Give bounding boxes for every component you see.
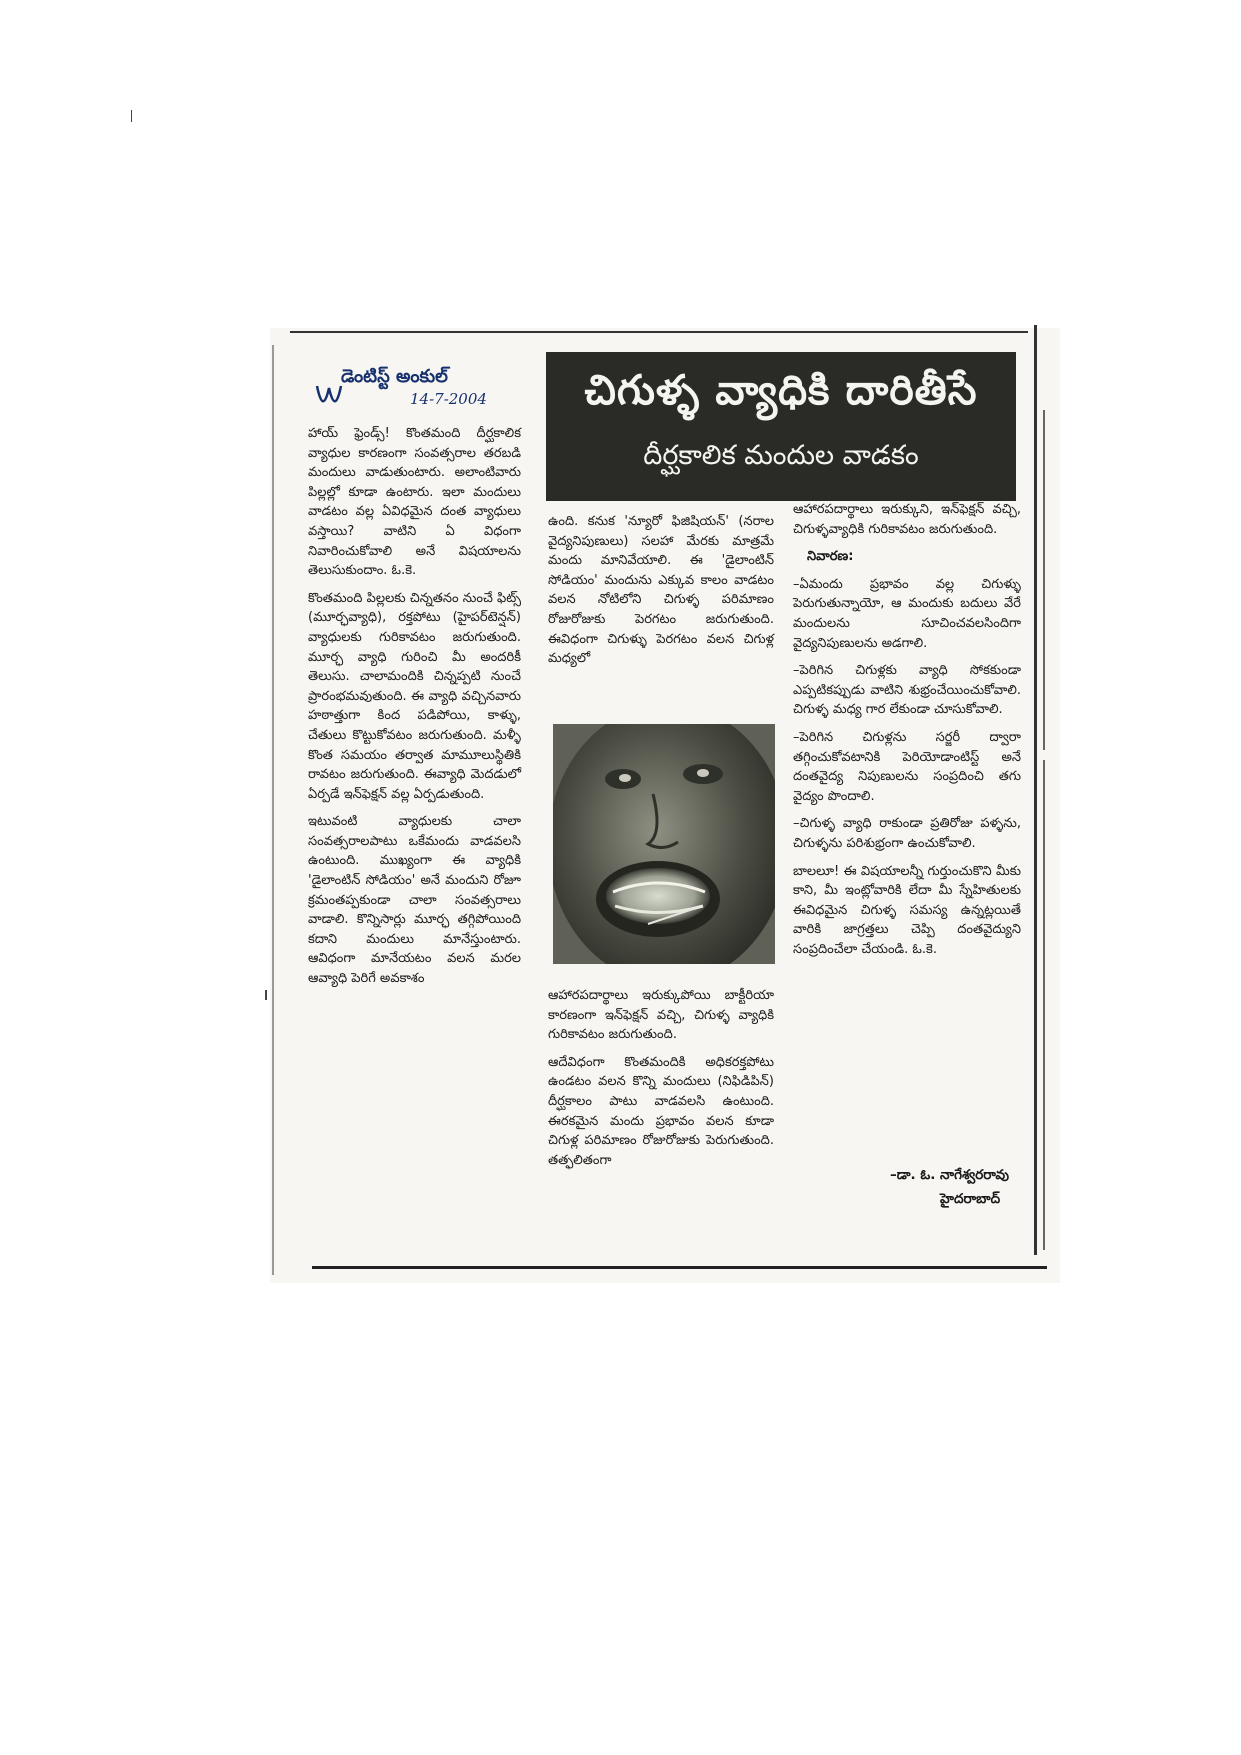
top-rule bbox=[290, 331, 1028, 333]
scan-mark bbox=[131, 110, 132, 122]
clipping-edge-left bbox=[272, 345, 274, 1275]
clipping-edge-right-inner bbox=[1043, 410, 1045, 750]
handwritten-header bbox=[315, 366, 545, 426]
dental-photo bbox=[553, 724, 775, 964]
paragraph: –ఏమందు ప్రభావం వల్ల చిగుళ్ళు పెరుగుతున్నాయో, ఆ మందుకు బదులు వేరే మందులను సూచించవలసిందిగా వైద్యనిపుణులను అడగాలి. bbox=[793, 576, 1021, 651]
author-name: –డా. ఓ. నాగేశ్వరరావు bbox=[890, 1167, 1009, 1183]
paragraph: బాలలూ! ఈ విషయాలన్నీ గుర్తుంచుకొని మీకు కాని, మీ ఇంట్లోవారికి లేదా మీ స్నేహితులకు ఈవిధమైన చిగుళ్ళ సమస్య ఉన్నట్లయితే వారికి జాగ్రత్తలు చెప్పి దంతవైద్యుని సంప్రదించేలా చేయండి. ఓ.కె. bbox=[793, 863, 1021, 957]
paragraph: కొంతమంది పిల్లలకు చిన్నతనం నుంచే ఫిట్స్ (మూర్ఛవ్యాధి), రక్తపోటు (హైపర్‌టెన్షన్) వ్యాధులకు గురికావటం జరుగుతుంది. మూర్ఛ వ్యాధి గురించి మీ అందరికీ తెలుసు. చాలామందికి చిన్నప్పటి నుంచే ప్రారంభమవుతుంది. ఈ వ్యాధి వచ్చినవారు హఠాత్తుగా కింద పడిపోయి, కాళ్ళు, చేతులు కొట్టుకోవటం జరుగుతుంది. మళ్ళీ కొంత సమయం తర్వాత మామూలుస్థితికి రావటం జరుగుతుంది. ఈవ్యాధి మెదడులో ఏర్పడే ఇన్‌ఫెక్షన్ వల్ల ఏర్పడుతుంది. bbox=[308, 590, 521, 802]
article-column-3 bbox=[793, 500, 1021, 967]
gums-photo-illustration bbox=[553, 724, 775, 964]
scan-mark bbox=[265, 990, 267, 1000]
section-heading: నివారణ: bbox=[807, 549, 854, 565]
paragraph: ఆహారపదార్థాలు ఇరుక్కుపోయి బాక్టీరియా కారణంగా ఇన్‌ఫెక్షన్ వచ్చి, చిగుళ్ళ వ్యాధికి గురికావటం జరుగుతుంది. bbox=[548, 988, 774, 1043]
author-city: హైదరాబాద్ bbox=[940, 1191, 1001, 1207]
column-label: డెంటిస్ట్ అంకుల్ bbox=[341, 366, 448, 387]
paragraph: ఉంది. కనుక 'న్యూరో ఫిజిషియన్' (నరాల వైద్యనిపుణులు) సలహా మేరకు మాత్రమే మందు మానివేయాలి. ఈ 'డైలాంటిన్ సోడియం' మందును ఎక్కువ కాలం వాడటం వలన నోటిలోని చిగుళ్ళ పరిమాణం రోజురోజుకు పెరగటం జరుగుతుంది. ఈవిధంగా చిగుళ్ళు పెరగటం వలన చిగుళ్ల మధ్యలో bbox=[548, 514, 774, 667]
handwritten-date: 14-7-2004 bbox=[410, 390, 487, 408]
article-column-2-top bbox=[548, 512, 774, 677]
paragraph: హాయ్ ఫ్రెండ్స్! కొంతమంది దీర్ఘకాలిక వ్యాధుల కారణంగా సంవత్సరాల తరబడి మందులు వాడుతుంటారు. అలాంటివారు పిల్లల్లో కూడా ఉంటారు. ఇలా మందులు వాడటం వల్ల ఏవిధమైన దంత వ్యాధులు వస్తాయి? వాటిని ఏ విధంగా నివారించుకోవాలి అనే విషయాలను తెలుసుకుందాం. ఓ.కె. bbox=[308, 426, 521, 579]
bottom-rule bbox=[312, 1266, 1047, 1269]
paragraph: –పెరిగిన చిగుళ్లకు వ్యాధి సోకకుండా ఎప్పటికప్పుడు వాటిని శుభ్రంచేయించుకోవాలి. చిగుళ్ళ మధ్య గార లేకుండా చూసుకోవాలి. bbox=[793, 663, 1021, 718]
paragraph: ఆదేవిధంగా కొంతమందికి అధికరక్తపోటు ఉండటం వలన కొన్ని మందులు (నిఫిడిపిన్) దీర్ఘకాలం పాటు వాడవలసి ఉంటుంది. ఈరకమైన మందు ప్రభావం వలన కూడా చిగుళ్ల పరిమాణం రోజురోజుకు పెరుగుతుంది. తత్ఫలితంగా bbox=[548, 1054, 774, 1168]
paragraph: –పెరిగిన చిగుళ్లను సర్జరీ ద్వారా తగ్గించుకోవటానికి పెరియోడాంటిస్ట్ అనే దంతవైద్య నిపుణులను సంప్రదించి తగు వైద్యం పొందాలి. bbox=[793, 729, 1021, 804]
paragraph: ఆహారపదార్థాలు ఇరుక్కుని, ఇన్‌ఫెక్షన్ వచ్చి, చిగుళ్ళవ్యాధికి గురికావటం జరుగుతుంది. bbox=[793, 502, 1021, 537]
headline-banner bbox=[546, 352, 1016, 501]
article-column-1 bbox=[308, 424, 521, 997]
article-column-2-bottom bbox=[548, 986, 774, 1178]
paragraph: ఇటువంటి వ్యాధులకు చాలా సంవత్సరాలపాటు ఒకేమందు వాడవలసి ఉంటుంది. ముఖ్యంగా ఈ వ్యాధికి 'డైలాంటిన్ సోడియం' అనే మందుని రోజూ క్రమంతప్పకుండా చాలా సంవత్సరాలు వాడాలి. కొన్నిసార్లు మూర్ఛ తగ్గిపోయింది కదాని మందులు మానేస్తుంటారు. ఆవిధంగా మానేయటం వలన మరల ఆవ్యాధి పెరిగే అవకాశం bbox=[308, 814, 521, 987]
clipping-edge-right-inner-lower bbox=[1043, 760, 1045, 1250]
article-subtitle: దీర్ఘకాలిక మందుల వాడకం bbox=[643, 440, 919, 471]
clipping-edge-right bbox=[1034, 325, 1037, 1255]
article-title: చిగుళ్ళ వ్యాధికి దారితీసే bbox=[584, 366, 978, 414]
paragraph: –చిగుళ్ళ వ్యాధి రాకుండా ప్రతిరోజు పళ్ళను, చిగుళ్ళను పరిశుభ్రంగా ఉంచుకోవాలి. bbox=[793, 816, 1021, 851]
